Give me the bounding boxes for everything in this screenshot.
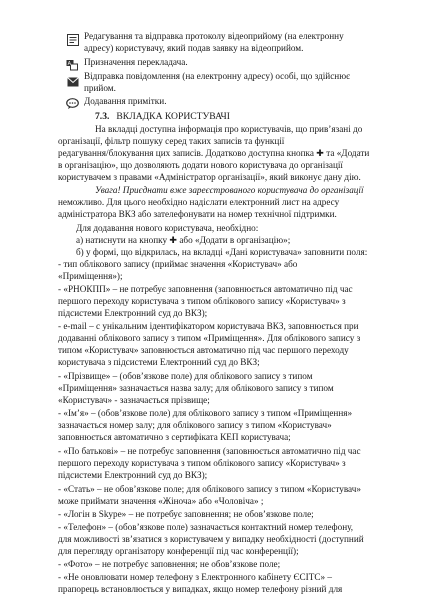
field-line: заповнюється автоматично з сертифіката КЕП користувача; — [58, 432, 291, 442]
icon-item-line: прийом. — [84, 83, 116, 93]
field-line: «Приміщення»); — [58, 271, 123, 281]
edit-document-icon — [67, 33, 79, 45]
field-line: зазначається номер залу; для облікового запису з типом «Користувач» — [58, 420, 332, 430]
comment-icon — [66, 97, 78, 109]
field-line: першого переходу користувача з типом облікового запису «Користувач» з — [58, 296, 346, 306]
note-line: Увага! Приєднати вже зареєстрованого користувача до організації — [95, 185, 364, 195]
field-line: користувача з підсистеми Електронний суд до ВКЗ; — [58, 357, 260, 367]
field-line: першого переходу користувача з типом облікового запису «Користувач» з — [58, 458, 346, 468]
field-line: прапорець встановлюється у випадках, якщо номер телефону різний для — [58, 584, 343, 594]
field-line: - «РНОКПП» – не потребує заповнення (заповнюється автоматично під час — [58, 284, 353, 294]
field-line: може приймати значення «Жіноча» або «Чоловіча» ; — [58, 496, 264, 506]
body-line: редагування/блокування цих записів. Додатково доступна кнопка ✚ та «Додати — [58, 148, 370, 158]
field-line: - тип облікового запису (приймає значення «Користувач» або — [58, 259, 298, 269]
field-line: «Приміщення» зазначається назва залу; для облікового запису з типом — [58, 383, 334, 393]
field-line: - «Телефон» – (обов’язкове поле) зазначається контактний номер телефону, — [58, 522, 354, 532]
field-line: для перегляду організатору конференції під час конференції); — [58, 546, 299, 556]
field-line: - «Стать» – не обов’язкове поле; для облікового запису з типом «Користувач» — [58, 484, 361, 494]
svg-text:A: A — [67, 61, 72, 67]
field-line: підсистеми Електронний суд до ВКЗ); — [58, 470, 208, 480]
email-icon — [67, 74, 79, 86]
step-line: б) у формі, що відкрилась, на вкладці «Дані користувача» заповнити поля: — [76, 247, 368, 257]
icon-item-line: Призначення перекладача. — [84, 57, 188, 67]
icon-item-line: Додавання примітки. — [84, 96, 167, 106]
field-line: - «Ім’я» – (обов’язкове поле) для облікового запису з типом «Приміщення» — [58, 408, 353, 418]
body-line: в організацію», що дозволяють додати нового користувача до організації — [58, 160, 343, 170]
body-line: На вкладці доступна інформація про користувачів, що прив’язані до — [95, 124, 363, 134]
field-line: - e-mail – с унікальним ідентифікатором користувача ВКЗ, заповнюється при — [58, 321, 359, 331]
translator-icon — [66, 58, 78, 70]
section-title: ВКЛАДКА КОРИСТУВАЧІ — [116, 111, 230, 122]
field-line: - «По батькові» – не потребує заповнення (заповнюється автоматично під час — [58, 446, 361, 456]
section-heading — [95, 111, 230, 123]
field-line: - «Не оновлювати номер телефону з Електронного кабінету ЄСІТС» – — [58, 572, 332, 582]
icon-item-line: Редагування та відправка протоколу відеоприйому (на електронну — [84, 31, 344, 41]
body-line: організації, фільтр пошуку серед таких записів та функції — [58, 136, 285, 146]
field-line: - «Прізвище» – (обов’язкове поле) для облікового запису з типом — [58, 371, 313, 381]
icon-item-line: адресу) користувачу, який подав заявку на відеоприйом. — [84, 43, 304, 53]
icon-item-line: Відправка повідомлення (на електронну адресу) особі, що здійснює — [84, 71, 351, 81]
field-line: типом «Користувач» заповнюється автоматично під час першого переходу — [58, 345, 349, 355]
body-line: неможливо. Для цього необхідно надіслати електронний лист на адресу — [58, 197, 340, 207]
body-line: Для додавання нового користувача, необхідно: — [76, 223, 259, 233]
body-line: адміністратора ВКЗ або зателефонувати на номер технічної підтримки. — [58, 209, 337, 219]
field-line: - «Логін в Skype» – не потребує заповнення; не обов’язкове поле; — [58, 509, 314, 519]
field-line: додаванні облікового запису з типом «Приміщення». Для облікового запису з — [58, 333, 361, 343]
body-line: користувачем з правами «Адміністратор організації», який виконує дану дію. — [58, 172, 361, 182]
field-line: підсистеми Електронний суд до ВКЗ); — [58, 308, 208, 318]
field-line: - «Фото» – не потребує заповнення; не обов’язкове поле; — [58, 559, 281, 569]
field-line: «Користувач» - зазначається прізвище; — [58, 395, 210, 405]
field-line: для можливості зв’язатися з користувачем у випадку необхідності (доступний — [58, 534, 364, 544]
section-number: 7.3. — [95, 111, 110, 122]
step-line: а) натиснути на кнопку ✚ або «Додати в організацію»; — [76, 235, 291, 245]
